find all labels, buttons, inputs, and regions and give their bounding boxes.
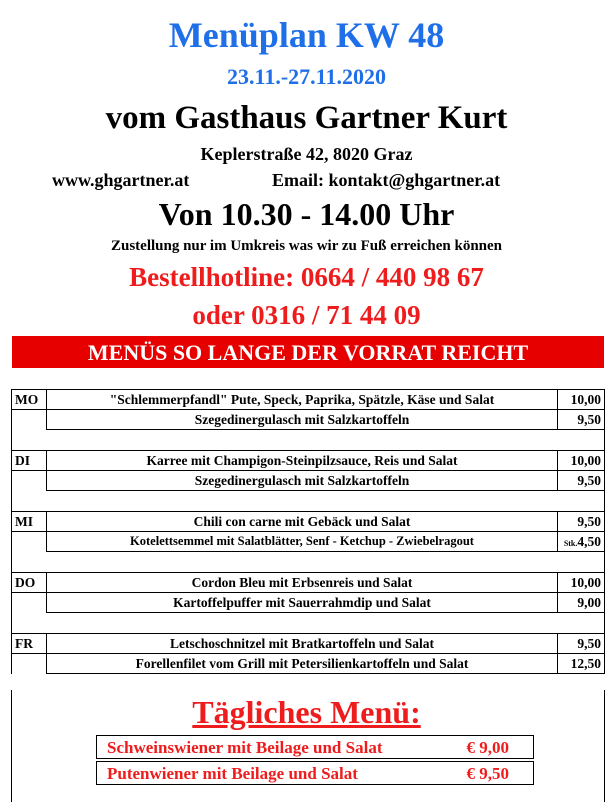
website-link[interactable]: www.ghgartner.at: [52, 170, 190, 190]
daily-menu-item: [96, 735, 534, 759]
dish-name: Cordon Bleu mit Erbsenreis und Salat: [47, 573, 558, 593]
dish-name: Szegedinergulasch mit Salzkartoffeln: [47, 410, 558, 430]
day-label: DI: [12, 451, 47, 471]
dish-name: "Schlemmerpfandl" Pute, Speck, Paprika, Spätzle, Käse und Salat: [47, 390, 558, 410]
dish-price: 12,50: [558, 654, 605, 674]
dish-name: Kartoffelpuffer mit Sauerrahmdip und Salat: [47, 593, 558, 613]
date-range: 23.11.-27.11.2020: [227, 64, 386, 89]
table-row: [12, 532, 605, 552]
day-label: FR: [12, 634, 47, 654]
table-row: [12, 512, 605, 532]
restaurant-name: vom Gasthaus Gartner Kurt: [105, 100, 508, 136]
dish-name: Letschoschnitzel mit Bratkartoffeln und Salat: [47, 634, 558, 654]
daily-menu-item: [96, 761, 534, 785]
table-row: [12, 573, 605, 593]
price-unit: Stk.: [563, 538, 578, 548]
dish-price: 10,00: [558, 451, 605, 471]
day-label: MI: [12, 512, 47, 532]
order-hotline-alt: oder 0316 / 71 44 09: [192, 300, 421, 330]
dish-price: 9,00: [558, 593, 605, 613]
delivery-note: Zustellung nur im Umkreis was wir zu Fuß erreichen können: [110, 238, 503, 254]
table-row: [12, 634, 605, 654]
dish-name: Chili con carne mit Gebäck und Salat: [47, 512, 558, 532]
page-title: Menüplan KW 48: [168, 15, 445, 55]
table-row: [12, 390, 605, 410]
dish-price: 10,00: [558, 390, 605, 410]
dish-price: 9,50: [558, 410, 605, 430]
opening-hours: Von 10.30 - 14.00 Uhr: [158, 196, 455, 232]
table-row: [12, 593, 605, 613]
dish-price: [558, 532, 605, 552]
table-row: [12, 410, 605, 430]
daily-menu-title: Tägliches Menü:: [192, 694, 421, 730]
day-label: MO: [12, 390, 47, 410]
daily-dish-price: € 9,50: [466, 764, 509, 783]
dish-price: 10,00: [558, 573, 605, 593]
weekly-menu-table: [11, 389, 605, 674]
availability-banner: MENÜS SO LANGE DER VORRAT REICHT: [12, 336, 604, 368]
dish-name: Szegedinergulasch mit Salzkartoffeln: [47, 471, 558, 491]
dish-price: 9,50: [558, 634, 605, 654]
daily-dish-name: Putenwiener mit Beilage und Salat: [107, 764, 358, 783]
dish-name: Forellenfilet vom Grill mit Petersilienkartoffeln und Salat: [47, 654, 558, 674]
daily-dish-name: Schweinswiener mit Beilage und Salat: [107, 738, 383, 757]
email-contact[interactable]: Email: kontakt@ghgartner.at: [272, 170, 501, 190]
dish-name: Karree mit Champigon-Steinpilzsauce, Reis und Salat: [47, 451, 558, 471]
dish-price: 9,50: [558, 512, 605, 532]
day-label: DO: [12, 573, 47, 593]
daily-dish-price: € 9,00: [466, 738, 509, 757]
table-row: [12, 471, 605, 491]
table-row: [12, 654, 605, 674]
table-row: [12, 451, 605, 471]
dish-price: 9,50: [558, 471, 605, 491]
price-value: 4,50: [577, 533, 601, 549]
order-hotline: Bestellhotline: 0664 / 440 98 67: [129, 262, 484, 292]
dish-name: Kotelettsemmel mit Salatblätter, Senf - Ketchup - Zwiebelragout: [47, 532, 558, 552]
address: Keplerstraße 42, 8020 Graz: [200, 144, 413, 164]
